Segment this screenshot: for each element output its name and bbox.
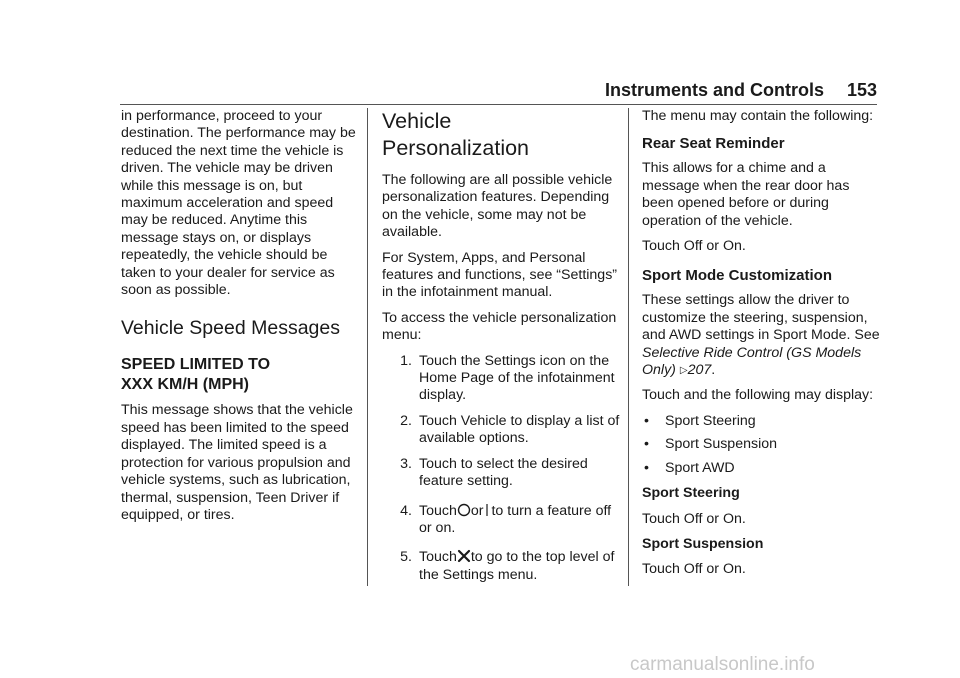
bullet-icon: • — [644, 412, 649, 429]
personalization-p2: For System, Apps, and Personal features and functions, see “Settings” in the infotainment manual. — [382, 249, 618, 301]
vehicle-personalization-heading-line2: Personalization — [382, 136, 530, 160]
sport-mode-body: These settings allow the driver to customize the steering, suspension, and AWD settings in Sport Mode. See Selective Ride Control (GS Models Only) ▷207. — [642, 292, 880, 379]
step-2: 2. Touch Vehicle to display a list of available options. — [400, 412, 620, 447]
column-2 — [382, 108, 622, 592]
rear-seat-reminder-touch: Touch Off or On. — [642, 238, 746, 255]
toggle-off-circle-icon — [457, 503, 471, 517]
close-x-icon — [457, 549, 471, 563]
list-item: • Sport AWD — [644, 459, 735, 476]
sport-suspension-label: Sport Suspension — [642, 535, 764, 552]
personalization-p3: To access the vehicle personalization menu: — [382, 309, 617, 344]
column-divider-2 — [628, 108, 629, 586]
list-item: • Sport Steering — [644, 412, 756, 429]
personalization-p1: The following are all possible vehicle personalization features. Depending on the vehicle, some may not be available. — [382, 172, 613, 241]
vehicle-speed-messages-heading: Vehicle Speed Messages — [121, 317, 340, 340]
column-3 — [642, 108, 882, 587]
continued-paragraph: in performance, proceed to your destination. The performance may be reduced the next time the vehicle is driven. The vehicle may be driven while this message is on, but maximum acceleration and speed may be reduced. Anytime this message stays on, or displays repeatedly, the vehicle should be taken to your dealer for service as soon as possible. — [121, 108, 356, 299]
touch-and-display: Touch and the following may display: — [642, 387, 874, 404]
bullet-icon: • — [644, 436, 649, 453]
reference-page-number[interactable]: 207 — [687, 362, 712, 379]
watermark: carmanualsonline.info — [630, 654, 815, 675]
bullet-icon: • — [644, 459, 649, 476]
vehicle-personalization-heading-line1: Vehicle — [382, 109, 452, 133]
list-item: • Sport Suspension — [644, 436, 777, 453]
column-divider-1 — [367, 108, 368, 586]
step-4: 4. Touch or to turn a feature off or on. — [400, 502, 612, 536]
column-1 — [121, 108, 357, 532]
selective-ride-control-reference[interactable]: Selective Ride Control (GS Models Only) — [642, 344, 862, 379]
sport-suspension-touch: Touch Off or On. — [642, 561, 746, 578]
rear-seat-reminder-body: This allows for a chime and a message when the rear door has been opened before or during operation of the vehicle. — [642, 160, 850, 229]
rear-seat-reminder-heading: Rear Seat Reminder — [642, 135, 785, 153]
sport-mode-customization-heading: Sport Mode Customization — [642, 267, 832, 285]
sport-steering-label: Sport Steering — [642, 485, 740, 502]
menu-intro: The menu may contain the following: — [642, 108, 874, 124]
header-rule — [120, 104, 877, 105]
page-number: 153 — [846, 80, 877, 100]
section-title: Instruments and Controls — [605, 80, 825, 100]
page-reference-arrow-icon: ▷ — [679, 365, 688, 377]
sport-steering-touch: Touch Off or On. — [642, 510, 746, 527]
speed-limited-line2: XXX KM/H (MPH) — [121, 376, 249, 394]
step-5: 5. Touch to go to the top level of the Settings menu. — [400, 549, 615, 583]
step-3: 3. Touch to select the desired feature setting. — [400, 455, 588, 490]
speed-limited-line1: SPEED LIMITED TO — [121, 356, 271, 374]
step-1: 1. Touch the Settings icon on the Home Page of the infotainment display. — [400, 352, 615, 404]
speed-limited-body: This message shows that the vehicle speed has been limited to the speed displayed. The limited speed is a protection for various propulsion and vehicle systems, such as lubrication, thermal, suspension, Teen Driver if equipped, or tires. — [121, 402, 353, 523]
page-header — [605, 80, 877, 101]
